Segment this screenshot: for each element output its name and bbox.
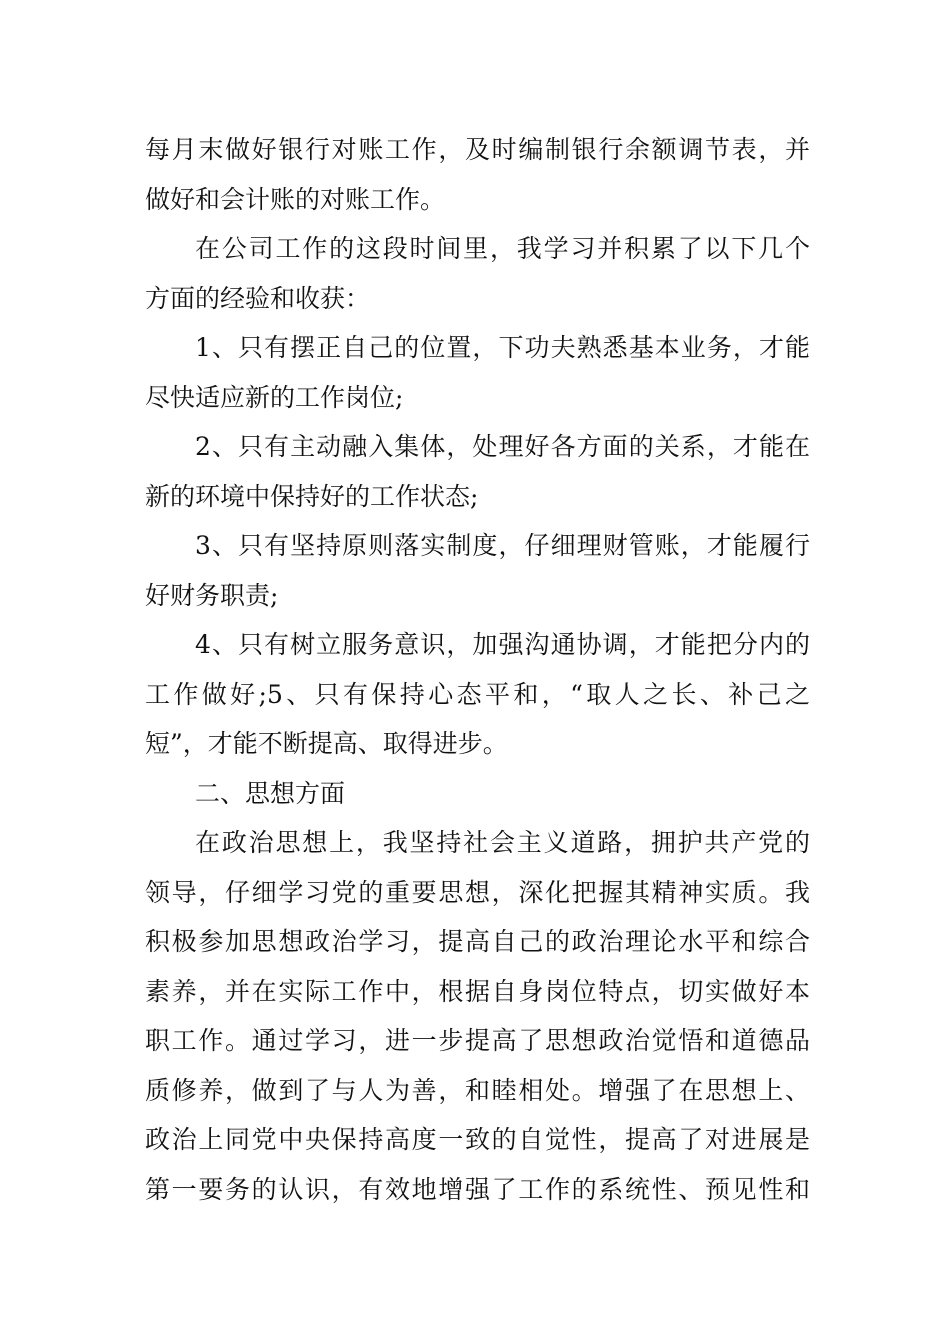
text-line: 1、只有摆正自己的位置，下功夫熟悉基本业务，才能 bbox=[195, 333, 810, 362]
text-line: 新的环境中保持好的工作状态; bbox=[145, 481, 479, 511]
text-line: 在政治思想上，我坚持社会主义道路，拥护共产党的 bbox=[195, 828, 810, 857]
text-line: 二、思想方面 bbox=[195, 778, 346, 808]
text-line: 在公司工作的这段时间里，我学习并积累了以下几个 bbox=[195, 234, 810, 263]
text-line: 方面的经验和收获： bbox=[145, 283, 371, 313]
text-line: 做好和会计账的对账工作。 bbox=[145, 184, 446, 214]
text-line: 短”，才能不断提高、取得进步。 bbox=[145, 729, 508, 758]
text-line: 素养，并在实际工作中，根据自身岗位特点，切实做好本 bbox=[145, 976, 810, 1006]
text-line: 好财务职责; bbox=[145, 580, 279, 610]
text-line: 4、只有树立服务意识，加强沟通协调，才能把分内的 bbox=[195, 630, 810, 659]
text-line: 政治上同党中央保持高度一致的自觉性，提高了对进展是 bbox=[145, 1125, 810, 1154]
text-line: 第一要务的认识，有效地增强了工作的系统性、预见性和 bbox=[145, 1174, 810, 1204]
text-line: 2、只有主动融入集体，处理好各方面的关系，才能在 bbox=[195, 432, 810, 461]
text-line: 质修养，做到了与人为善，和睦相处。增强了在思想上、 bbox=[145, 1075, 810, 1105]
text-line: 领导，仔细学习党的重要思想，深化把握其精神实质。我 bbox=[145, 877, 810, 907]
text-line: 积极参加思想政治学习，提高自己的政治理论水平和综合 bbox=[145, 927, 810, 956]
text-line: 每月末做好银行对账工作，及时编制银行余额调节表，并 bbox=[145, 135, 810, 164]
text-line: 尽快适应新的工作岗位; bbox=[145, 382, 404, 412]
document-body bbox=[145, 125, 810, 1214]
text-line: 3、只有坚持原则落实制度，仔细理财管账，才能履行 bbox=[195, 531, 810, 560]
text-line: 工作做好;5、只有保持心态平和，“取人之长、补己之 bbox=[145, 679, 810, 709]
text-line: 职工作。通过学习，进一步提高了思想政治觉悟和道德品 bbox=[145, 1026, 810, 1055]
